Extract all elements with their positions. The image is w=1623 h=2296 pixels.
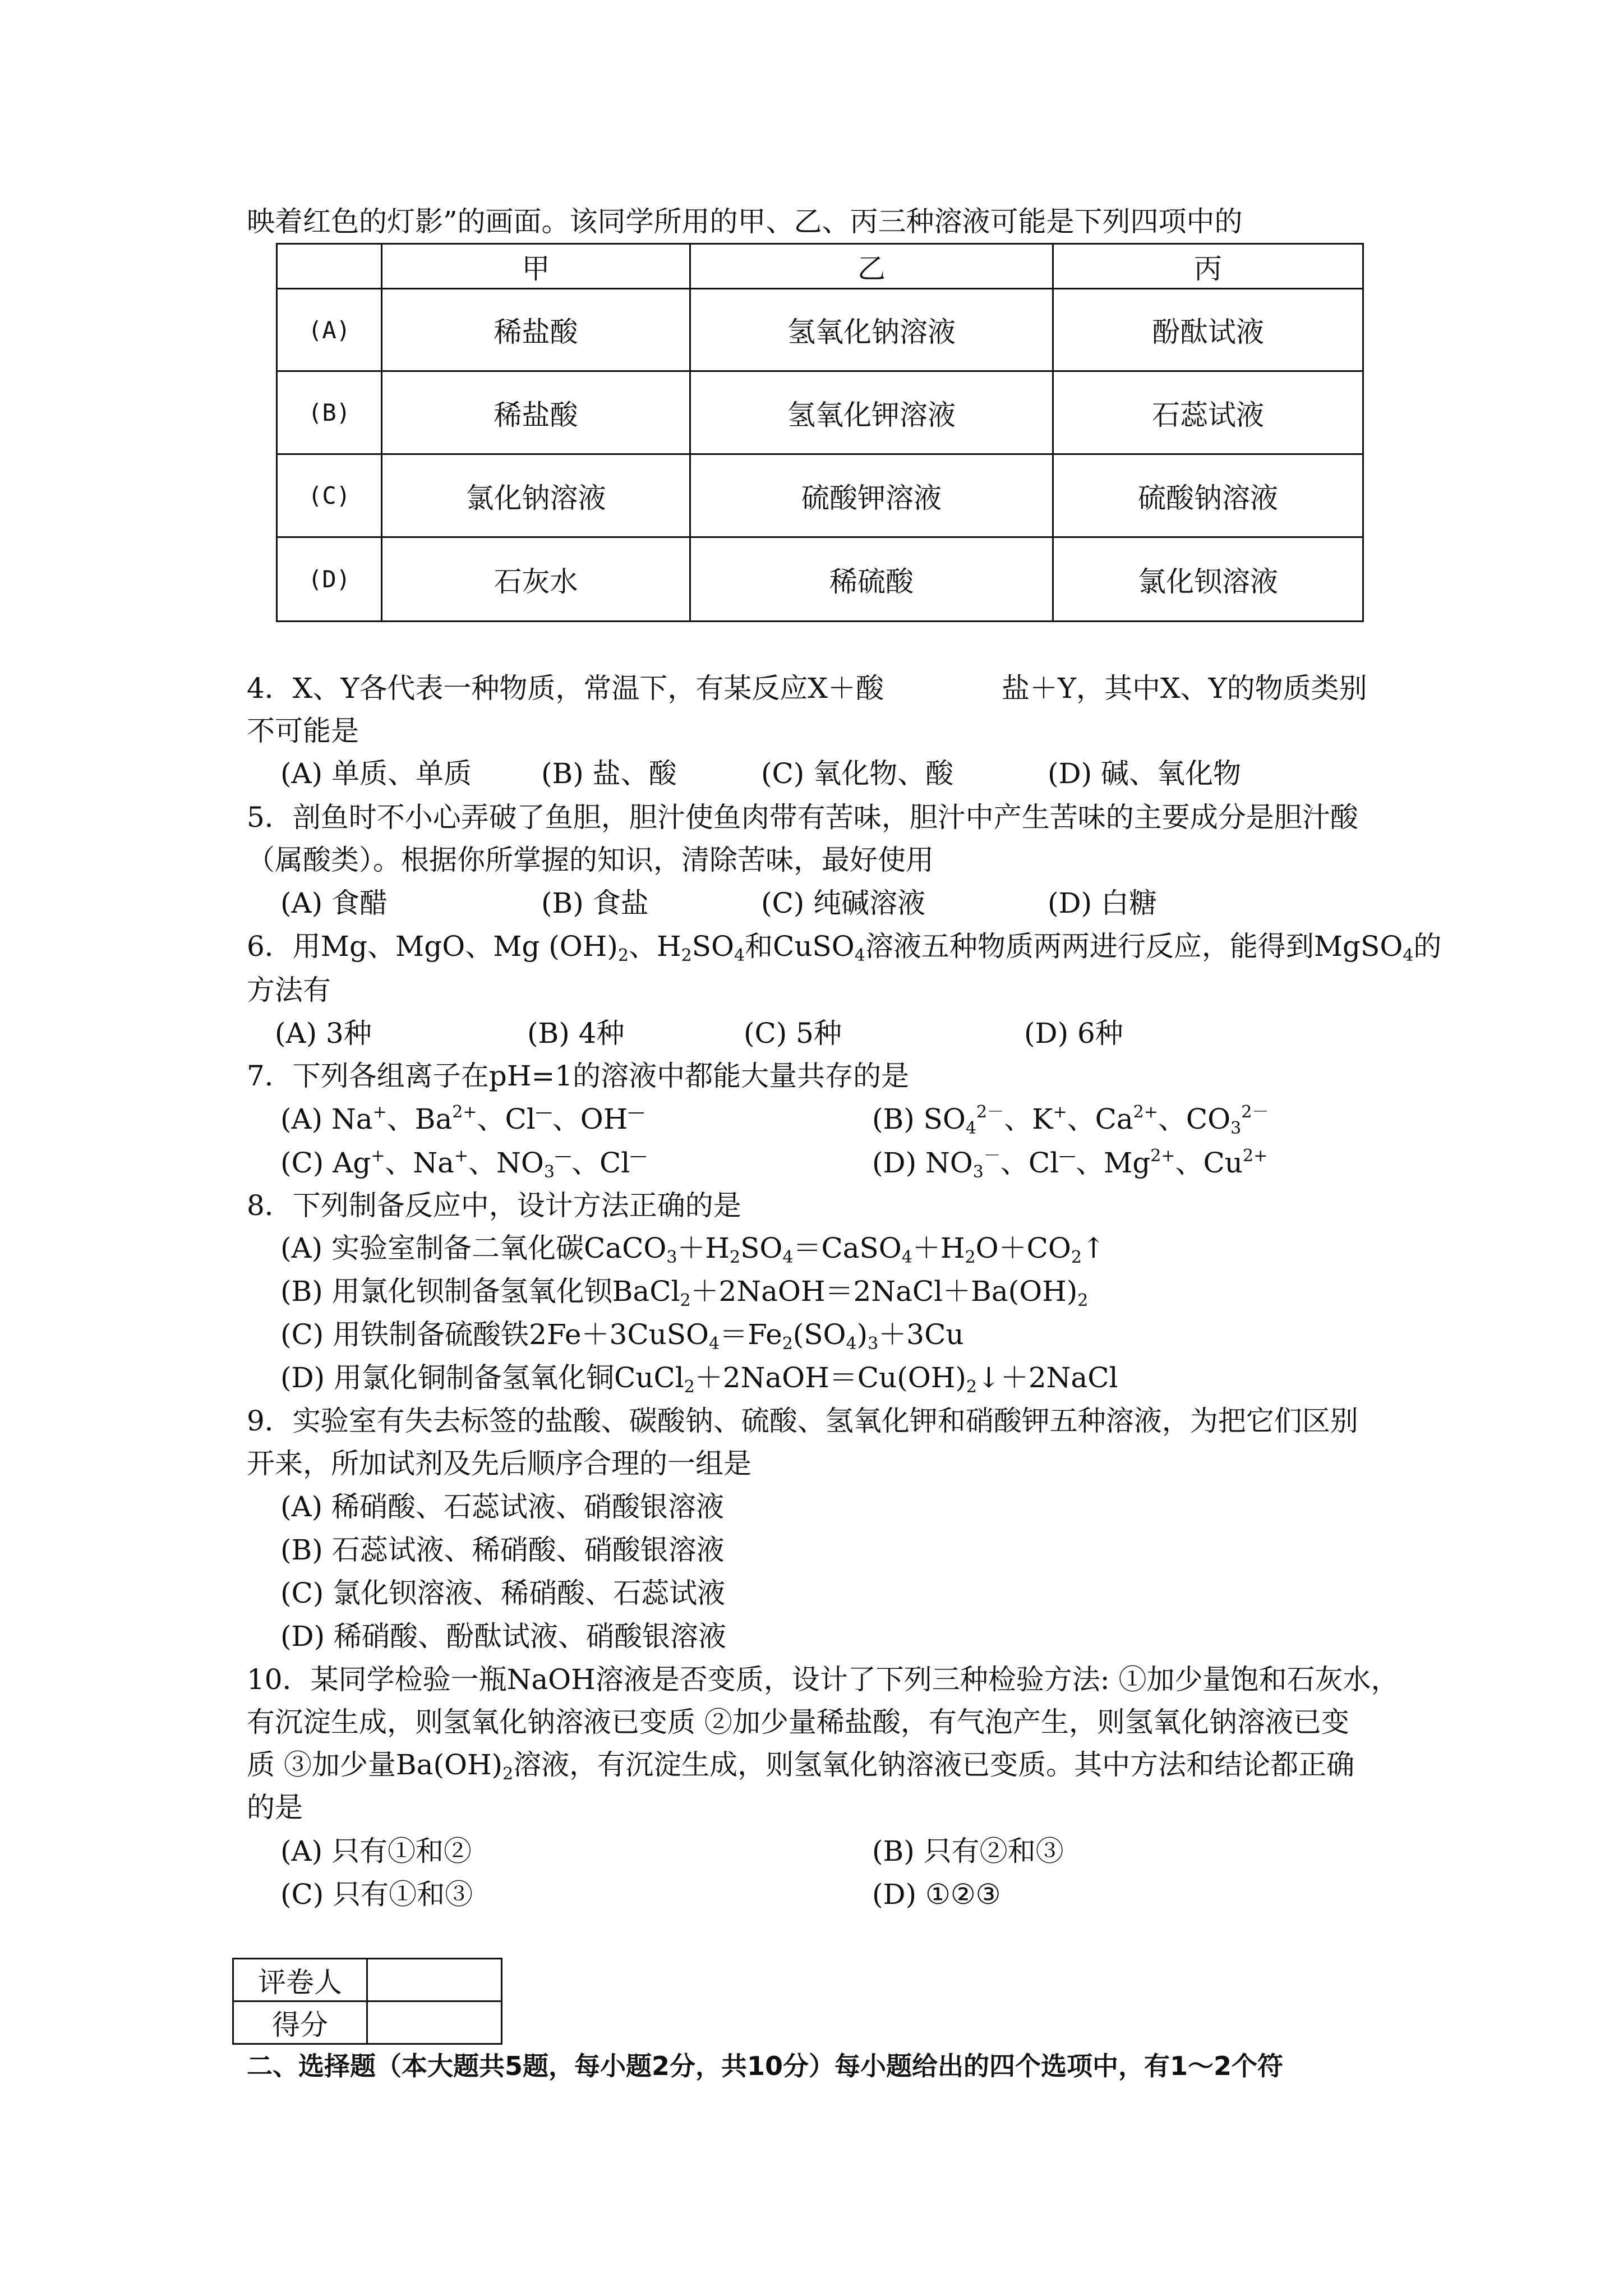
table-cell: 氢氧化钾溶液 <box>690 371 1053 454</box>
q7-text: 、OH <box>552 1103 628 1135</box>
q4-stem-part: 盐＋Y，其中X、Y的物质类别 <box>1002 672 1367 705</box>
q9-option-d: (D) 稀硝酸、酚酞试液、硝酸银溶液 <box>280 1620 726 1653</box>
q8-text: (D) 用氯化铜制备氢氧化铜CuCl <box>280 1361 684 1394</box>
q8-subscript: 2 <box>680 1291 691 1310</box>
table-header-row <box>277 244 1363 289</box>
q4-option-a: (A) 单质、单质 <box>280 757 472 790</box>
q7-superscript: 2+ <box>1150 1146 1175 1166</box>
q8-text: (A) 实验室制备二氧化碳CaCO <box>280 1232 667 1264</box>
q8-subscript: 2 <box>966 1377 977 1397</box>
table-row <box>277 537 1363 622</box>
q7-option-d <box>872 1146 1268 1182</box>
q7-text: (B) SO <box>872 1103 966 1135</box>
q4-stem-line2: 不可能是 <box>247 715 359 747</box>
q7-superscript: + <box>371 1146 385 1166</box>
q8-text: ↑ <box>1081 1232 1105 1264</box>
q8-subscript: 2 <box>1077 1291 1089 1310</box>
q6-subscript: 2 <box>681 946 692 965</box>
q10-stem-line3 <box>247 1749 1355 1784</box>
q8-text: ＝Fe <box>720 1318 782 1351</box>
q8-text: ) <box>856 1318 868 1351</box>
q10-option-a: (A) 只有①和② <box>280 1835 472 1867</box>
q7-text: 、Cl <box>1000 1147 1059 1179</box>
q7-text: 、Cl <box>571 1147 630 1179</box>
q4-stem <box>247 672 1367 705</box>
q8-text: ＋2NaOH＝2NaCl＋Ba(OH) <box>690 1275 1078 1308</box>
q5-stem: 5．剖鱼时不小心弄破了鱼胆，胆汁使鱼肉带有苦味，胆汁中产生苦味的主要成分是胆汁酸 <box>247 801 1358 834</box>
q5-option-b: (B) 食盐 <box>541 887 649 919</box>
table-cell: 稀硫酸 <box>690 537 1053 622</box>
q10-option-c: (C) 只有①和③ <box>280 1878 473 1911</box>
table-row <box>277 289 1363 371</box>
q8-subscript: 4 <box>709 1334 720 1354</box>
q9-option-a: (A) 稀硝酸、石蕊试液、硝酸银溶液 <box>280 1490 725 1523</box>
q7-text: 、K <box>1004 1103 1053 1135</box>
q8-text: ＋2NaOH＝Cu(OH) <box>694 1361 966 1394</box>
q7-superscript: 2－ <box>976 1102 1004 1122</box>
q10-text: 质 ③加少量Ba(OH) <box>247 1749 503 1781</box>
q8-subscript: 4 <box>846 1334 857 1354</box>
table-cell: 稀盐酸 <box>382 371 690 454</box>
q8-option-c <box>280 1318 964 1354</box>
q8-text: (C) 用铁制备硫酸铁2Fe＋3CuSO <box>280 1318 709 1351</box>
q7-superscript: — <box>535 1102 552 1122</box>
q8-text: (SO <box>792 1318 846 1351</box>
q8-text: (B) 用氯化钡制备氢氧化钡BaCl <box>280 1275 680 1308</box>
q7-text: (D) NO <box>872 1147 973 1179</box>
q7-option-a <box>280 1102 645 1135</box>
q7-text: (A) Na <box>280 1103 373 1135</box>
q7-text: 、CO <box>1158 1103 1231 1135</box>
q8-option-d <box>280 1361 1118 1397</box>
q6-subscript: 4 <box>854 946 865 965</box>
q6-text: 溶液五种物质两两进行反应，能得到MgSO <box>865 930 1403 963</box>
q7-text: 、Mg <box>1076 1147 1151 1179</box>
q6-stem-line2: 方法有 <box>247 974 331 1006</box>
q7-superscript: 2+ <box>1243 1146 1268 1166</box>
q7-superscript: + <box>372 1102 387 1122</box>
table-row <box>277 454 1363 537</box>
table-cell: 稀盐酸 <box>382 289 690 371</box>
q7-text: 、Ca <box>1067 1103 1133 1135</box>
q10-option-b: (B) 只有②和③ <box>872 1835 1064 1867</box>
q6-option-a: (A) 3种 <box>275 1017 372 1050</box>
q7-superscript: — <box>630 1146 647 1166</box>
q6-subscript: 4 <box>1403 946 1414 965</box>
q7-superscript: 2+ <box>1133 1102 1158 1122</box>
table-header-cell: 乙 <box>690 244 1053 289</box>
q7-superscript: + <box>454 1146 469 1166</box>
q8-subscript: 3 <box>666 1248 677 1267</box>
table-cell: 酚酞试液 <box>1053 289 1363 371</box>
q7-option-c <box>280 1146 647 1182</box>
q6-text: 和CuSO <box>745 930 855 963</box>
q6-option-c: (C) 5种 <box>744 1017 842 1050</box>
section-2-heading: 二、选择题（本大题共5题，每小题2分，共10分）每小题给出的四个选项中，有1～2个符 <box>247 2051 1284 2081</box>
q6-subscript: 2 <box>617 946 629 965</box>
q7-text: 、NO <box>468 1147 544 1179</box>
q7-superscript: — <box>1059 1146 1076 1166</box>
q5-option-a: (A) 食醋 <box>280 887 388 919</box>
q7-stem: 7．下列各组离子在pH=1的溶液中都能大量共存的是 <box>247 1060 910 1092</box>
q3-options-table <box>276 243 1364 622</box>
q8-text: ＝CaSO <box>793 1232 902 1264</box>
table-cell: (D) <box>277 537 382 622</box>
q7-text: 、Ba <box>386 1103 453 1135</box>
table-cell: 氯化钠溶液 <box>382 454 690 537</box>
q4-stem-part: 4．X、Y各代表一种物质，常温下，有某反应X＋酸 <box>247 672 884 705</box>
q7-superscript: — <box>554 1146 571 1166</box>
q6-stem <box>247 930 1442 965</box>
q7-subscript: 3 <box>972 1162 984 1182</box>
table-cell: 石蕊试液 <box>1053 371 1363 454</box>
q7-text: 、Na <box>385 1147 454 1179</box>
q8-subscript: 4 <box>901 1248 912 1267</box>
table-cell: 氯化钡溶液 <box>1053 537 1363 622</box>
q7-option-b <box>872 1102 1269 1138</box>
q8-subscript: 2 <box>684 1377 695 1397</box>
q6-option-b: (B) 4种 <box>527 1017 625 1050</box>
score-label: 得分 <box>233 2001 367 2044</box>
score-box <box>232 1958 502 2045</box>
q8-text: SO <box>740 1232 783 1264</box>
q8-subscript: 2 <box>782 1334 793 1354</box>
q8-option-a <box>280 1232 1105 1267</box>
q10-stem-line2: 有沉淀生成，则氢氧化钠溶液已变质 ②加少量稀盐酸，有气泡产生，则氢氧化钠溶液已变 <box>247 1706 1349 1738</box>
q8-text: ＋H <box>677 1232 730 1264</box>
table-cell: 石灰水 <box>382 537 690 622</box>
q8-text: ＋H <box>912 1232 965 1264</box>
q9-option-b: (B) 石蕊试液、稀硝酸、硝酸银溶液 <box>280 1534 725 1566</box>
q7-subscript: 4 <box>965 1119 976 1138</box>
q8-option-b <box>280 1275 1089 1310</box>
q6-subscript: 4 <box>734 946 745 965</box>
q7-text: 、Cl <box>477 1103 536 1135</box>
q4-option-b: (B) 盐、酸 <box>541 757 677 790</box>
q7-superscript: + <box>1053 1102 1067 1122</box>
grader-field[interactable] <box>367 1959 502 2001</box>
q10-text: 溶液，有沉淀生成，则氢氧化钠溶液已变质。其中方法和结论都正确 <box>513 1749 1355 1781</box>
q8-text: O＋CO <box>975 1232 1071 1264</box>
q7-superscript: — <box>628 1102 645 1122</box>
q4-option-d: (D) 碱、氧化物 <box>1048 757 1241 790</box>
table-cell: (B) <box>277 371 382 454</box>
table-header-cell <box>277 244 382 289</box>
q7-superscript: － <box>983 1146 1000 1166</box>
q10-option-d: (D) ①②③ <box>872 1878 1001 1911</box>
table-row <box>277 371 1363 454</box>
q10-stem: 10．某同学检验一瓶NaOH溶液是否变质，设计了下列三种检验方法: ①加少量饱和石灰水， <box>247 1663 1399 1696</box>
table-header-cell: 丙 <box>1053 244 1363 289</box>
q8-subscript: 2 <box>1071 1248 1082 1267</box>
q6-text: 、H <box>629 930 681 963</box>
q10-subscript: 2 <box>502 1764 514 1784</box>
intro-text: 映着红色的灯影”的画面。该同学所用的甲、乙、丙三种溶液可能是下列四项中的 <box>247 205 1243 238</box>
q9-option-c: (C) 氯化钡溶液、稀硝酸、石蕊试液 <box>280 1577 726 1609</box>
q7-superscript: 2－ <box>1241 1102 1269 1122</box>
table-cell: (A) <box>277 289 382 371</box>
q5-option-d: (D) 白糖 <box>1048 887 1157 919</box>
q7-superscript: 2+ <box>452 1102 477 1122</box>
table-header-cell: 甲 <box>382 244 690 289</box>
q6-option-d: (D) 6种 <box>1024 1017 1123 1050</box>
q8-stem: 8．下列制备反应中，设计方法正确的是 <box>247 1189 741 1222</box>
score-field[interactable] <box>367 2001 502 2044</box>
grader-label: 评卷人 <box>233 1959 367 2001</box>
q8-subscript: 2 <box>965 1248 976 1267</box>
q4-option-c: (C) 氧化物、酸 <box>761 757 954 790</box>
q8-text: ＋3Cu <box>878 1318 964 1351</box>
q8-text: ↓＋2NaCl <box>976 1361 1118 1394</box>
q5-stem-line2: （属酸类）。根据你所掌握的知识，清除苦味，最好使用 <box>247 844 934 876</box>
q7-subscript: 3 <box>543 1162 555 1182</box>
q7-text: (C) Ag <box>280 1147 371 1179</box>
q5-option-c: (C) 纯碱溶液 <box>761 887 926 919</box>
table-cell: 硫酸钾溶液 <box>690 454 1053 537</box>
table-cell: 氢氧化钠溶液 <box>690 289 1053 371</box>
q9-stem: 9．实验室有失去标签的盐酸、碳酸钠、硫酸、氢氧化钾和硝酸钾五种溶液，为把它们区别 <box>247 1405 1358 1437</box>
q10-stem-line4: 的是 <box>247 1791 303 1824</box>
q8-subscript: 2 <box>730 1248 741 1267</box>
q7-subscript: 3 <box>1230 1119 1242 1138</box>
q7-text: 、Cu <box>1175 1147 1243 1179</box>
q8-subscript: 3 <box>868 1334 879 1354</box>
q6-text: 的 <box>1413 930 1442 963</box>
q6-text: SO <box>691 930 734 963</box>
q6-text: 6．用Mg、MgO、Mg (OH) <box>247 930 618 963</box>
table-cell: 硫酸钠溶液 <box>1053 454 1363 537</box>
q8-subscript: 4 <box>782 1248 794 1267</box>
q9-stem-line2: 开来，所加试剂及先后顺序合理的一组是 <box>247 1447 751 1480</box>
table-cell: (C) <box>277 454 382 537</box>
